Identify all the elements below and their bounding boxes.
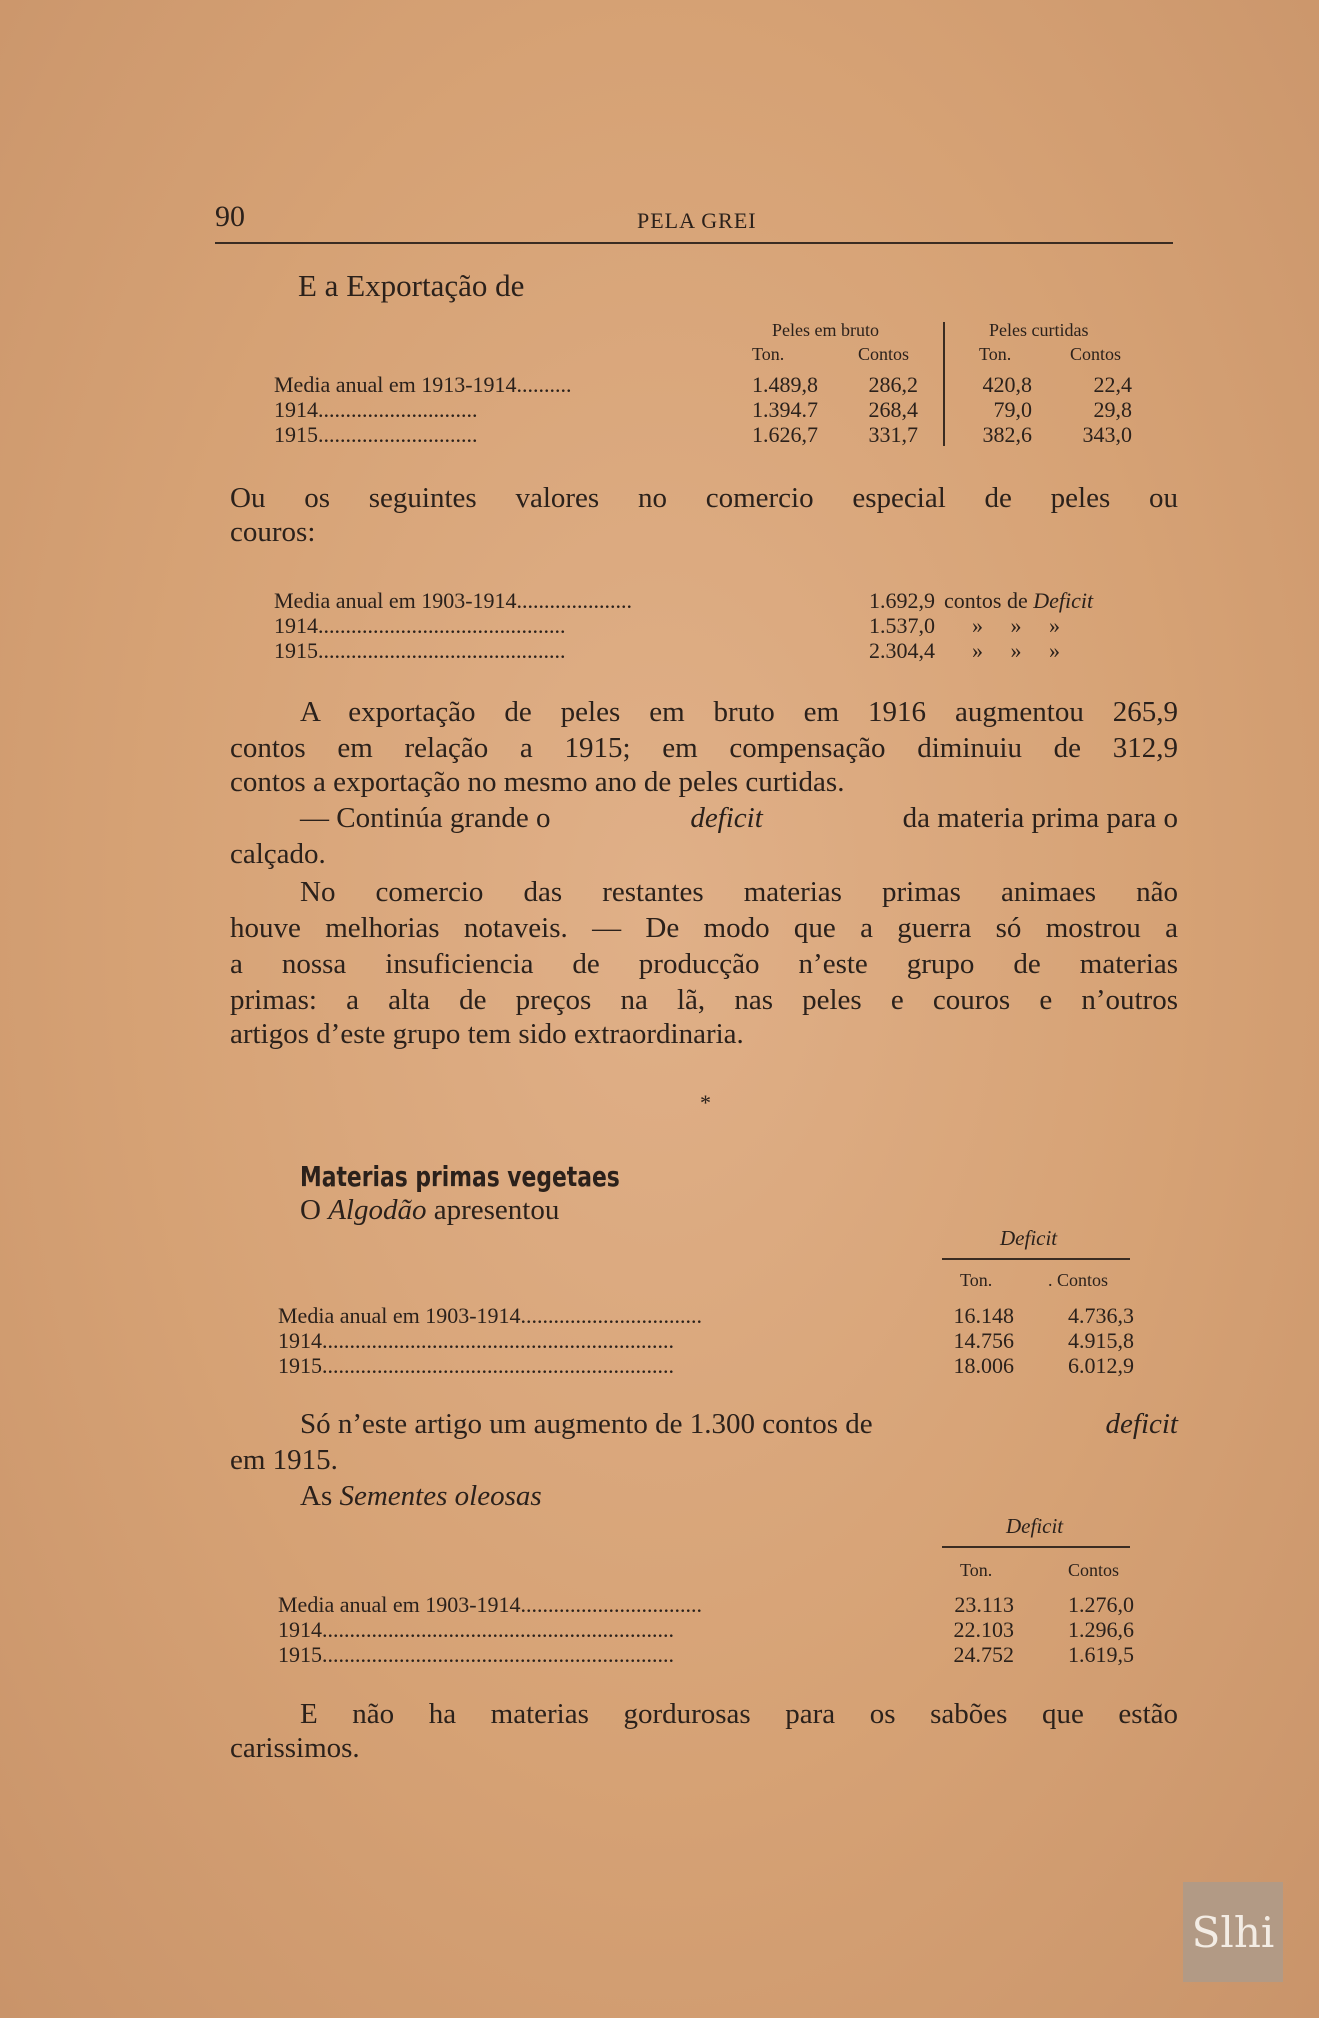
paragraph-export-line3: contos a exportação no mesmo ano de peles curtidas.	[230, 766, 845, 798]
table-cell: 331,7	[868, 422, 918, 447]
group-header-bruto: Peles em bruto	[772, 320, 879, 340]
table-cell: 286,2	[868, 372, 918, 397]
table-cell: 420,8	[982, 372, 1032, 397]
text-span: da materia prima para o	[902, 802, 1178, 834]
table-cell: 1.619,5	[1068, 1642, 1134, 1667]
sub-header-ton: Ton.	[752, 344, 785, 364]
table-cell-unit	[944, 588, 1093, 614]
table-cell: 4.915,8	[1068, 1328, 1134, 1353]
unit-italic: Deficit	[1033, 588, 1094, 613]
table-cell: 1.296,6	[1068, 1617, 1134, 1642]
table-cell: 24.752	[953, 1642, 1014, 1667]
header-brace	[942, 1546, 1130, 1548]
paragraph-final-line1: E não ha materias gordurosas para os sabões que estão	[300, 1698, 1178, 1730]
table-cell: 22.103	[953, 1617, 1014, 1642]
text-span: Só n’este artigo um augmento de 1.300 contos de	[300, 1408, 873, 1440]
text-span: apresentou	[433, 1194, 560, 1226]
table-cell: 382,6	[982, 422, 1032, 447]
header-brace	[942, 1258, 1130, 1260]
table-cell: 23.113	[954, 1592, 1014, 1617]
table-cell: 16.148	[953, 1303, 1014, 1328]
ditto-marks: » » »	[972, 638, 1060, 663]
text-span: As	[300, 1480, 333, 1512]
table-row-label: 1915................................................................	[278, 1353, 674, 1378]
paragraph-couros-line1: Ou os seguintes valores no comercio especial de peles ou	[230, 482, 1178, 514]
text-italic: Algodão	[328, 1194, 427, 1226]
paragraph-export-line2: contos em relação a 1915; em compensação diminuiu de 312,9	[230, 732, 1178, 764]
paragraph-comercio-line5: artigos d’este grupo tem sido extraordinaria.	[230, 1018, 744, 1050]
paragraph-comercio-line1: No comercio das restantes materias primas animaes não	[300, 876, 1178, 908]
header-rule	[215, 242, 1173, 244]
sub-header-contos: Contos	[1068, 1560, 1120, 1580]
table-row-label: 1915................................................................	[278, 1642, 674, 1667]
table-cell: 1.692,9	[869, 588, 935, 613]
sub-header-ton: Ton.	[979, 344, 1012, 364]
logo-text: Slhi	[1191, 1907, 1275, 1957]
text-italic: Sementes oleosas	[339, 1480, 542, 1512]
section-title: Materias primas vegetaes	[300, 1160, 620, 1193]
table-cell: 2.304,4	[869, 638, 935, 663]
sub-header-contos: . Contos	[1048, 1270, 1109, 1290]
table-row-label: Media anual em 1903-1914.................................	[278, 1592, 703, 1617]
group-header-curtidas: Peles curtidas	[989, 320, 1089, 340]
paragraph-deficit-line1	[300, 802, 1178, 835]
sub-header-ton: Ton.	[960, 1560, 993, 1580]
table-cell: 1.537,0	[869, 613, 935, 638]
library-logo-icon	[1183, 1882, 1283, 1982]
paragraph-export-line1: A exportação de peles em bruto em 1916 augmentou 265,9	[300, 696, 1178, 728]
deficit-header: Deficit	[1006, 1514, 1064, 1538]
table-cell: 1.394.7	[752, 397, 818, 422]
table-cell: 1.626,7	[752, 422, 818, 447]
paragraph-couros-line2: couros:	[230, 516, 316, 548]
paragraph-algodao-line1	[300, 1408, 1178, 1441]
ditto-marks: » » »	[972, 613, 1060, 638]
table-cell: 4.736,3	[1068, 1303, 1134, 1328]
table-row-label: Media anual em 1903-1914.....................	[274, 588, 633, 613]
running-title: PELA GREI	[637, 208, 757, 233]
sub-header-contos: Contos	[858, 344, 910, 364]
table-cell: 343,0	[1082, 422, 1132, 447]
text-span: — Continúa grande o	[300, 802, 551, 834]
table-row-label: Media anual em 1913-1914..........	[274, 372, 572, 397]
exports-intro: E a Exportação de	[298, 268, 525, 303]
table-cell: 22,4	[1093, 372, 1132, 397]
table-cell: 79,0	[993, 397, 1032, 422]
paragraph-final-line2: carissimos.	[230, 1732, 360, 1764]
table-cell: 14.756	[953, 1328, 1014, 1353]
text-italic: deficit	[690, 802, 763, 834]
paragraph-deficit-line2: calçado.	[230, 838, 326, 870]
sementes-intro	[300, 1480, 542, 1513]
table-cell: 18.006	[953, 1353, 1014, 1378]
unit-text: contos de	[944, 588, 1028, 613]
paragraph-algodao-line2: em 1915.	[230, 1444, 338, 1476]
table-row-label: 1915.............................	[274, 422, 478, 447]
table-row-label: 1915.............................................	[274, 638, 566, 663]
table-row-label: 1914................................................................	[278, 1328, 674, 1353]
table-cell: 268,4	[868, 397, 918, 422]
text-italic: deficit	[1105, 1408, 1178, 1440]
table-cell: 6.012,9	[1068, 1353, 1134, 1378]
text-span: O	[300, 1194, 321, 1226]
table-cell: 1.276,0	[1068, 1592, 1134, 1617]
paragraph-comercio-line4: primas: a alta de preços na lã, nas peles e couros e n’outros	[230, 984, 1178, 1016]
algodao-intro	[300, 1194, 559, 1227]
section-separator: *	[700, 1090, 711, 1115]
table-cell: 1.489,8	[752, 372, 818, 397]
table-row-label: 1914.............................	[274, 397, 478, 422]
table-cell: 29,8	[1093, 397, 1132, 422]
table-row-label: 1914.............................................	[274, 613, 566, 638]
sub-header-ton: Ton.	[960, 1270, 993, 1290]
page-number: 90	[215, 200, 245, 233]
deficit-header: Deficit	[1000, 1226, 1058, 1250]
table-divider	[943, 322, 945, 446]
paragraph-comercio-line3: a nossa insuficiencia de producção n’este grupo de materias	[230, 948, 1178, 980]
table-row-label: 1914................................................................	[278, 1617, 674, 1642]
table-row-label: Media anual em 1903-1914.................................	[278, 1303, 703, 1328]
paragraph-comercio-line2: houve melhorias notaveis. — De modo que a guerra só mostrou a	[230, 912, 1178, 944]
sub-header-contos: Contos	[1070, 344, 1122, 364]
